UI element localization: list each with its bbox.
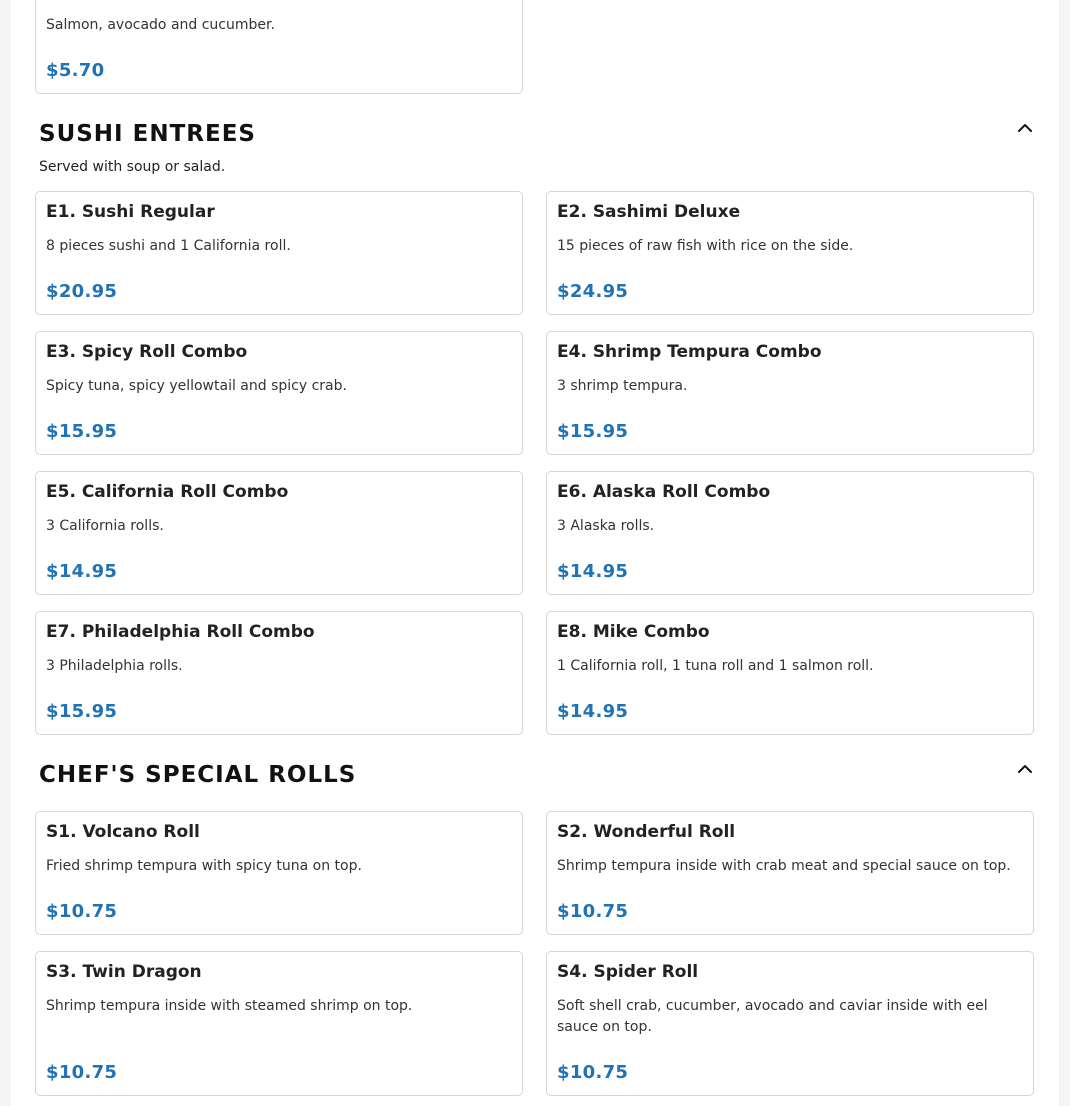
menu-item-price: $14.95: [557, 561, 629, 582]
menu-item-card-e7[interactable]: [35, 611, 523, 735]
menu-item-description: Soft shell crab, cucumber, avocado and caviar inside with eel sauce on top.: [557, 998, 988, 1035]
menu-item-name: E6. Alaska Roll Combo: [557, 482, 771, 502]
menu-item-price: $10.75: [46, 1062, 118, 1083]
menu-item-name: S1. Volcano Roll: [46, 822, 200, 842]
menu-item-name: S2. Wonderful Roll: [557, 822, 736, 842]
menu-item-price: $14.95: [557, 701, 629, 722]
menu-page: [11, 0, 1059, 1106]
menu-item-name: E5. California Roll Combo: [46, 482, 289, 502]
menu-item-card-e2[interactable]: [546, 191, 1034, 315]
menu-item-card-e3[interactable]: [35, 331, 523, 455]
menu-item-card-s3[interactable]: [35, 951, 523, 1096]
menu-item-name: E1. Sushi Regular: [46, 202, 215, 222]
menu-item-price: $24.95: [557, 281, 629, 302]
menu-item-price: $10.75: [557, 901, 629, 922]
menu-item-card-s4[interactable]: [546, 951, 1034, 1096]
menu-item-card[interactable]: [35, 0, 523, 94]
section-title-sushi-entrees: SUSHI ENTREES: [39, 121, 256, 147]
menu-item-price: $5.70: [46, 60, 105, 81]
menu-item-description: Salmon, avocado and cucumber.: [46, 17, 275, 33]
section-title-chefs-special-rolls: CHEF'S SPECIAL ROLLS: [39, 762, 357, 788]
menu-item-card-e8[interactable]: [546, 611, 1034, 735]
menu-item-price: $10.75: [46, 901, 118, 922]
menu-item-price: $14.95: [46, 561, 118, 582]
menu-item-description: 3 shrimp tempura.: [557, 378, 688, 394]
menu-item-price: $15.95: [46, 421, 118, 442]
menu-item-description: 3 Philadelphia rolls.: [46, 658, 183, 674]
menu-item-description: Spicy tuna, spicy yellowtail and spicy crab.: [46, 378, 347, 394]
menu-item-name: S3. Twin Dragon: [46, 962, 202, 982]
menu-item-description: 15 pieces of raw fish with rice on the side.: [557, 238, 854, 254]
menu-item-name: E3. Spicy Roll Combo: [46, 342, 248, 362]
menu-item-name: S4. Spider Roll: [557, 962, 699, 982]
menu-item-price: $15.95: [557, 421, 629, 442]
menu-item-card-e5[interactable]: [35, 471, 523, 595]
menu-item-card-e6[interactable]: [546, 471, 1034, 595]
menu-item-description: 1 California roll, 1 tuna roll and 1 salmon roll.: [557, 658, 874, 674]
chevron-up-icon[interactable]: [1015, 759, 1035, 779]
menu-item-card-s1[interactable]: [35, 811, 523, 935]
menu-item-description: 3 California rolls.: [46, 518, 164, 534]
menu-item-price: $20.95: [46, 281, 118, 302]
menu-item-name: E4. Shrimp Tempura Combo: [557, 342, 822, 362]
menu-item-name: E2. Sashimi Deluxe: [557, 202, 741, 222]
chevron-up-icon[interactable]: [1015, 118, 1035, 138]
menu-item-description: 3 Alaska rolls.: [557, 518, 655, 534]
menu-item-card-e1[interactable]: [35, 191, 523, 315]
menu-item-description: 8 pieces sushi and 1 California roll.: [46, 238, 291, 254]
menu-item-price: $10.75: [557, 1062, 629, 1083]
menu-item-name: E8. Mike Combo: [557, 622, 710, 642]
section-subtitle: Served with soup or salad.: [39, 159, 226, 175]
menu-item-card-e4[interactable]: [546, 331, 1034, 455]
menu-item-description: Shrimp tempura inside with crab meat and special sauce on top.: [557, 858, 1011, 874]
menu-item-card-s2[interactable]: [546, 811, 1034, 935]
menu-item-description: Fried shrimp tempura with spicy tuna on top.: [46, 858, 362, 874]
menu-item-description: Shrimp tempura inside with steamed shrimp on top.: [46, 998, 413, 1014]
menu-item-name: E7. Philadelphia Roll Combo: [46, 622, 315, 642]
menu-item-price: $15.95: [46, 701, 118, 722]
